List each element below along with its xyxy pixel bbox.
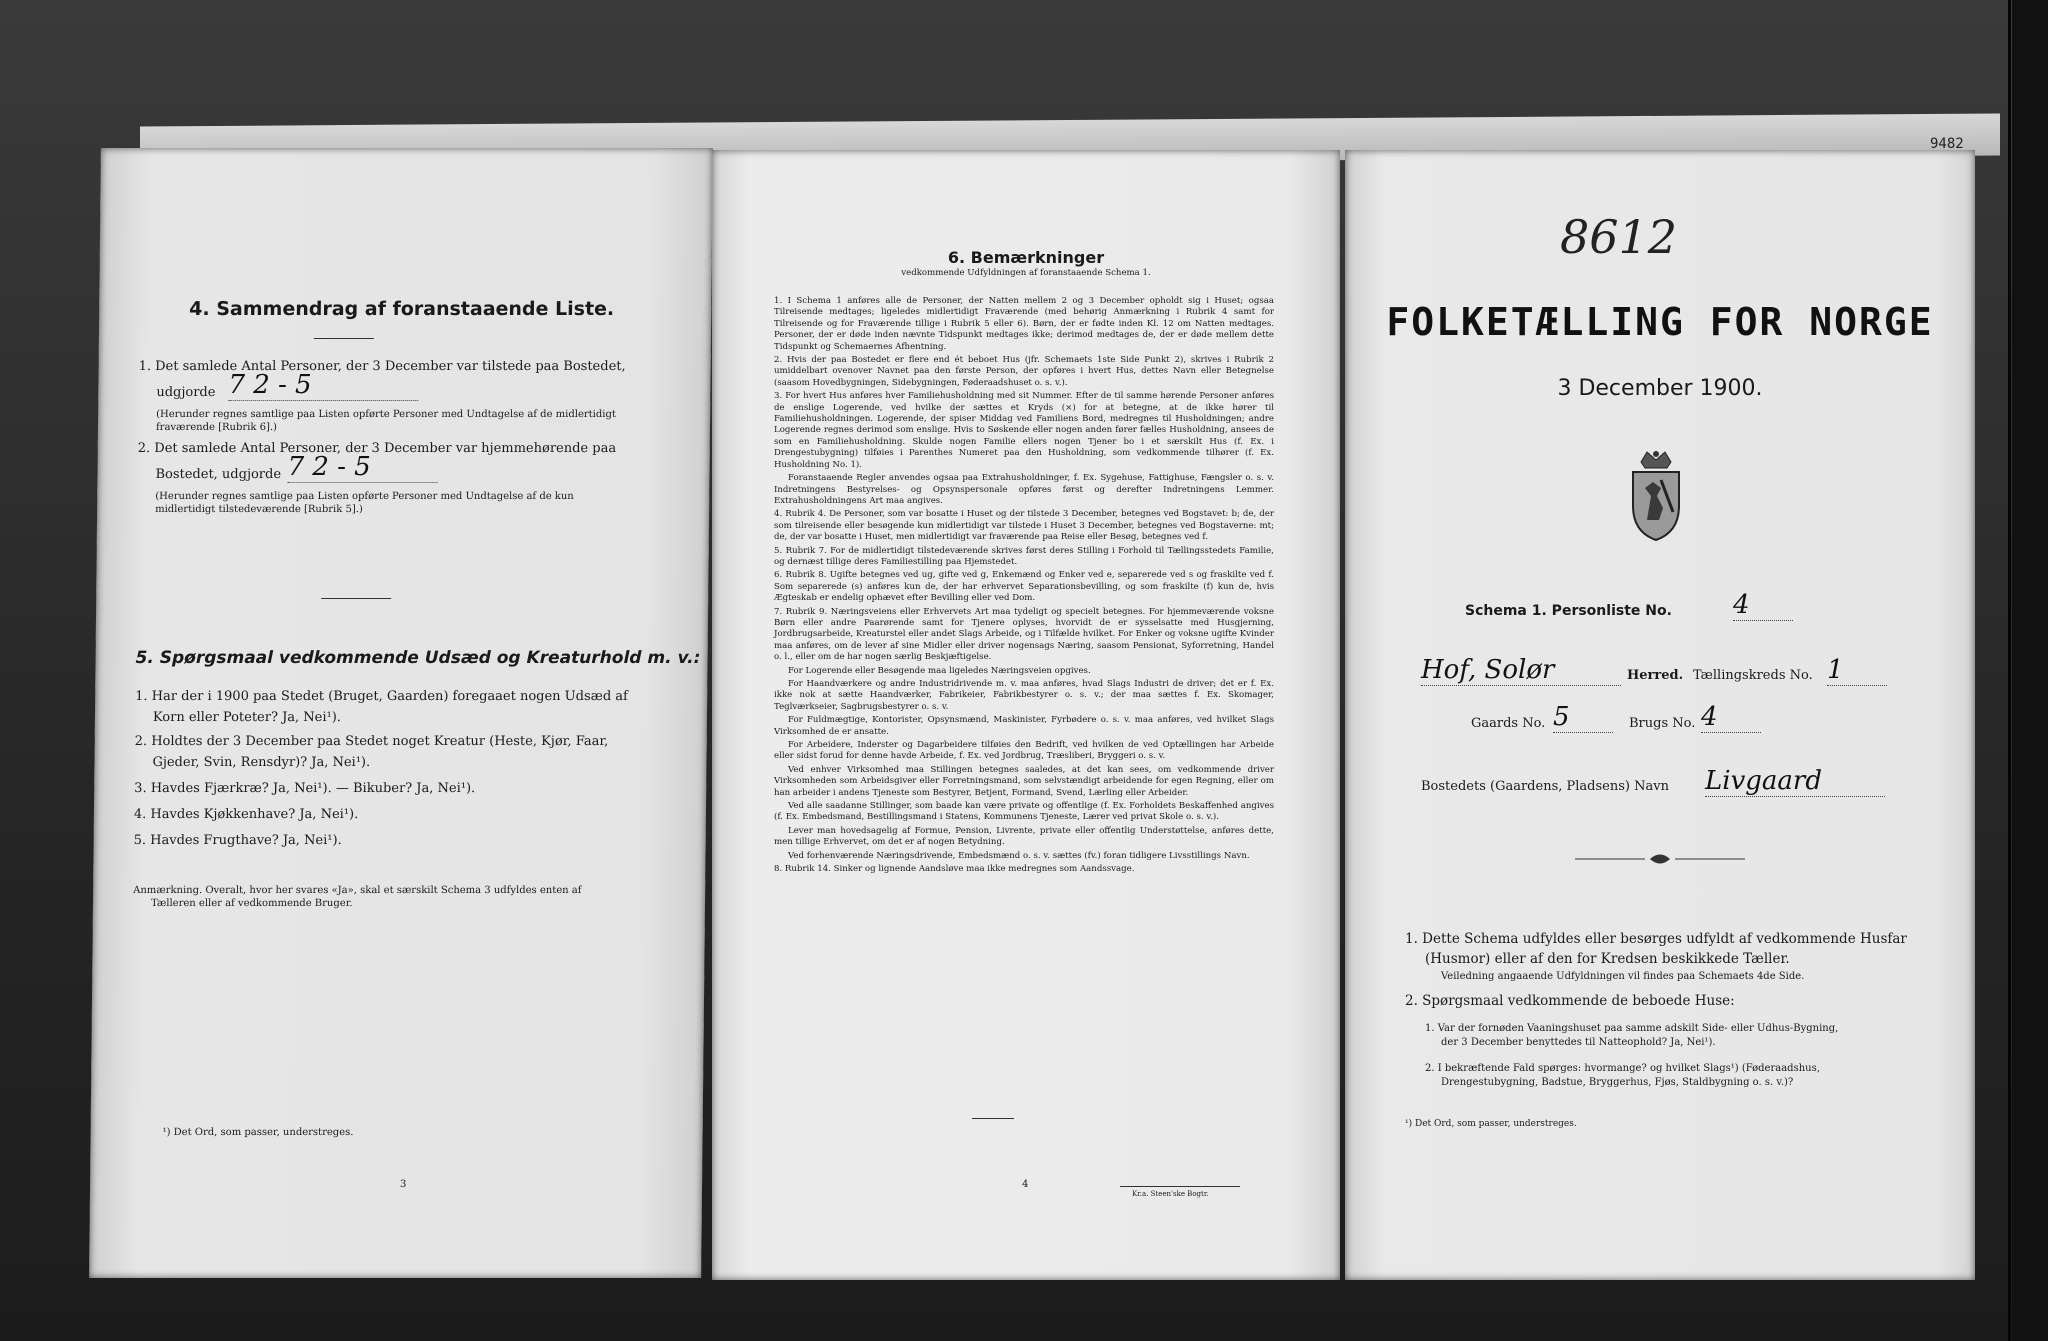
film-frame-edge [2012,0,2048,1341]
section-divider [321,598,391,599]
item2-note-b: midlertidigt tilstedeværende [Rubrik 5].) [155,504,363,515]
question-1b: Korn eller Poteter? Ja, Nei¹). [152,710,342,725]
remark-paragraph: For Fuldmægtige, Kontorister, Opsynsmænd, Maskinister, Fyrbødere o. s. v. maa anføres, ved hvilket Slags Virksomhed de er ansatte. [774,715,1274,737]
item1-note-a: (Herunder regnes samtlige paa Listen opførte Personer med Undtagelse af de midlertidigt [156,409,616,420]
item2-label: Bostedet, udgjorde [155,467,282,482]
bosted-name: Livgaard [1705,766,1885,797]
question-2b: Gjeder, Svin, Rensdyr)? Ja, Nei¹). [152,755,371,770]
question-5: 5. Havdes Frugthave? Ja, Nei¹). [133,833,342,848]
remark-paragraph: 4. Rubrik 4. De Personer, som var bosatte i Huset og der tilstede 3 December, betegnes ved Bogstavet: b; de, der som tilreisende eller besøgende kun midlertidigt var tilstede i Huset 3 December, betegnes ved Bogstaverne: mt; de, der var bosatte i Huset, men midlertidigt var fraværende paa Reise eller Besøg, betegnes ved f. [774,509,1274,543]
remark-paragraph: 3. For hvert Hus anføres hver Familiehusholdning med sit Nummer. Efter de til samme hørende Personer anføres de enslige Logerende, ved hvilke der sættes et Kryds (×) for at betegne, at de ikke hører til Familiehusholdningen. Logerende, der spiser Middag ved Familiens Bord, medregnes til Husholdningen; andre Logerende regnes derimod som enslige. Hvis to Søskende eller nogen anden fører fælles Husholdning, ansees de som en Familiehusholdning. Skulde nogen Familie ellers nogen Tjener bo i et særskilt Hus (f. Ex. i Drengestubygning) tilføies i Parenthes Numeret paa den Husholdning, som vedkommende tilhører (f. Ex. Husholdning No. 1). [774,391,1274,470]
question-3: 3. Havdes Fjærkræ? Ja, Nei¹). — Bikuber? Ja, Nei¹). [134,781,476,796]
instruction-1-note: Veiledning angaaende Udfyldningen vil findes paa Schemaets 4de Side. [1441,971,1805,982]
herred-name: Hof, Solør [1421,655,1621,686]
bosted-label: Bostedets (Gaardens, Pladsens) Navn [1421,779,1669,794]
ornament-divider-icon [1575,850,1745,868]
item1-note-b: fraværende [Rubrik 6].) [155,422,278,433]
kreds-label: Tællingskreds No. [1693,668,1813,683]
gaards-number: 5 [1553,702,1613,733]
title-rule [314,338,374,339]
remark-paragraph: For Arbeidere, Inderster og Dagarbeidere tilføies den Bedrift, ved hvilken de ved Optællingen har Arbeide eller sidst forud for denne havde Arbeide, f. Ex. ved Jordbrug, Træsliberi, Bryggeri o. s. v. [774,740,1274,762]
remark-paragraph: Lever man hovedsagelig af Formue, Pension, Livrente, private eller offentlig Understøttelse, anføres dette, men tillige Erhvervet, om det er af nogen Betydning. [774,825,1274,848]
instruction-1b: (Husmor) eller af den for Kredsen beskikkede Tæller. [1425,951,1790,967]
brugs-number: 4 [1701,702,1761,733]
subquestion-1a: 1. Var der fornøden Vaaningshuset paa samme adskilt Side- eller Udhus-Bygning, [1425,1023,1839,1034]
item2-handwritten-values: 7 2 - 5 [287,452,437,483]
remarks-subtitle: vedkommende Udfyldningen af foranstaaende Schema 1. [901,268,1151,278]
remark-paragraph: Ved enhver Virksomhed maa Stillingen betegnes saaledes, at det kan sees, om vedkommende driver Virksomheden som Arbeidsgiver eller Forretningsmand, som selvstændigt arbeidende for egen Regning, eller om han arbeider i andens Tjeneste som Bestyrer, Betjent, Formand, Svend, Lærling eller Arbeider. [774,764,1274,798]
question-2a: 2. Holdtes der 3 December paa Stedet noget Kreatur (Heste, Kjør, Faar, [134,734,609,749]
footnote: ¹) Det Ord, som passer, understreges. [1405,1119,1577,1129]
remark-paragraph: 1. I Schema 1 anføres alle de Personer, der Natten mellem 2 og 3 December opholdt sig i Huset; ogsaa Tilreisende medtages; ligeledes midlertidigt Fraværende (med behørig Anmærkning i Rubrik 4 samt for Tilreisende og for Fraværende tillige i Rubrik 5 eller 6). Børn, der er fødte inden Kl. 12 om Natten medtages. Personer, der er døde inden nævnte Tidspunkt medtages ikke; derimod medtages de, der er døde mellem dette Tidspunkt og Schemaernes Afhentning. [774,296,1274,352]
page-number: 3 [400,1179,407,1190]
instruction-2: 2. Spørgsmaal vedkommende de beboede Huse: [1405,993,1735,1009]
subquestion-2a: 2. I bekræftende Fald spørges: hvormange? og hvilket Slags¹) (Føderaadshus, [1425,1063,1820,1074]
remark-paragraph: 8. Rubrik 14. Sinker og lignende Aandsløve maa ikke medregnes som Aandssvage. [774,864,1135,875]
item2-text: 2. Det samlede Antal Personer, der 3 December var hjemmehørende paa [137,441,617,456]
archive-handwritten-number: 8612 [1560,210,1678,264]
subquestion-1b: der 3 December benyttedes til Natteophold? Ja, Nei¹). [1441,1037,1716,1048]
remark-paragraph: 5. Rubrik 7. For de midlertidigt tilstedeværende skrives først deres Stilling i Forhold til Tællingsstedets Familie, og dernæst tillige deres Familiestilling paa Hjemstedet. [774,545,1274,567]
kreds-number: 1 [1827,655,1887,686]
schema-label: Schema 1. Personliste No. [1465,603,1672,619]
remark-a: Anmærkning. Overalt, hvor her svares «Ja», skal et særskilt Schema 3 udfyldes enten af [133,885,582,896]
gaards-label: Gaards No. [1471,716,1546,731]
remark-paragraph: For Haandværkere og andre Industridrivende m. v. maa anføres, hvad Slags Industri de driver; det er f. Ex. ikke nok at sætte Haandværker, Fabrikeier, Fabrikbestyrer o. s. v.; der maa sættes f. Ex. Skomager, Teglværkseier, Sagbrugsbestyrer o. s. v. [774,679,1274,712]
remark-b: Tælleren eller af vedkommende Bruger. [150,898,353,909]
brugs-label: Brugs No. [1629,716,1696,731]
census-date: 3 December 1900. [1557,376,1763,401]
item1-text: 1. Det samlede Antal Personer, der 3 December var tilstede paa Bostedet, [138,359,626,374]
question-4: 4. Havdes Kjøkkenhave? Ja, Nei¹). [133,807,359,822]
remark-paragraph: Foranstaaende Regler anvendes ogsaa paa Extrahusholdninger, f. Ex. Sygehuse, Fattighuse, Fængsler o. s. v. Indretningens Bestyrelses- og Opsynspersonale opføres først og derefter Indretningens Lemmer. Extrahusholdningens Art maa angives. [774,473,1274,506]
remark-paragraph: 6. Rubrik 8. Ugifte betegnes ved ug, gifte ved g, Enkemænd og Enker ved e, separerede ved s og fraskilte ved f. Som separerede (s) anføres kun de, der har erhvervet Separationsbevilling, og som fraskilte (f) kun de, hvis Ægteskab er endelig ophævet efter Bevilling eller ved Dom. [774,570,1274,604]
item2-note-a: (Herunder regnes samtlige paa Listen opførte Personer med Undtagelse af de kun [155,491,574,502]
left-page [89,148,713,1278]
remarks-body [774,296,1274,878]
remark-paragraph: Ved alle saadanne Stillinger, som baade kan være private og offentlige (f. Ex. Forholdets Beskaffenhed angives (f. Ex. Embedsmand, Bestillingsmand i Statens, Kommunens Tjeneste, Lærer ved privat Skole o. s. v.). [774,801,1274,823]
instruction-1a: 1. Dette Schema udfyldes eller besørges udfyldt af vedkommende Husfar [1405,931,1907,947]
remark-paragraph: 2. Hvis der paa Bostedet er flere end ét beboet Hus (jfr. Schemaets 1ste Side Punkt 2), skrives i Rubrik 2 umiddelbart ovenover Navnet paa den første Person, der opføres i hvert Hus, dettes Navn eller Betegnelse (saasom Hovedbygningen, Sidebygningen, Føderaadshuset o. s. v.). [774,355,1274,388]
personliste-number: 4 [1733,590,1793,621]
frame-edge-line [2008,0,2011,1341]
subquestion-2b: Drengestubygning, Badstue, Bryggerhus, Fjøs, Staldbygning o. s. v.)? [1441,1077,1794,1088]
item1-handwritten-values: 7 2 - 5 [228,370,418,401]
remarks-title: 6. Bemærkninger [947,248,1105,267]
section-4-title: 4. Sammendrag af foranstaaende Liste. [189,298,615,320]
body-end-rule [972,1118,1014,1119]
section-5-title: 5. Spørgsmaal vedkommende Udsæd og Kreaturhold m. v.: [135,648,701,668]
middle-page [712,150,1340,1280]
footnote: ¹) Det Ord, som passer, understreges. [162,1127,354,1138]
right-page [1345,136,1975,1280]
printer-rule [1120,1186,1240,1187]
printer-imprint: Kr.a. Steen'ske Bogtr. [1132,1190,1209,1198]
item1-label: udgjorde [156,385,216,400]
remark-paragraph: 7. Rubrik 9. Næringsveiens eller Erhvervets Art maa tydeligt og specielt betegnes. For hjemmeværende voksne Børn eller andre Paarørende samt for Tjenere oplyses, hvorvidt de er sysselsatte med Husgjerning, Jordbrugsarbeide, Kreaturstel eller andet Slags Arbeide, og i Tilfælde hvilket. For Enker og voksne ugifte Kvinder maa anføres, om de lever af sine Midler eller driver nogensags Næring, saasom Pensionat, Syforretning, Handel o. l., eller om de har nogen særlig Beskjæftigelse. [774,606,1274,663]
document-title: FOLKETÆLLING FOR NORGE [1386,300,1934,344]
remark-paragraph: Ved forhenværende Næringsdrivende, Embedsmænd o. s. v. sættes (fv.) foran tidligere Livsstillings Navn. [788,850,1250,861]
norwegian-coat-of-arms-icon [1621,448,1691,544]
corner-archive-mark: 9482 [1930,136,1964,152]
question-1a: 1. Har der i 1900 paa Stedet (Bruget, Gaarden) foregaaet nogen Udsæd af [135,689,628,704]
herred-label: Herred. [1627,668,1684,683]
page-number: 4 [1022,1179,1029,1190]
remark-paragraph: For Logerende eller Besøgende maa ligeledes Næringsveien opgives. [788,665,1091,676]
